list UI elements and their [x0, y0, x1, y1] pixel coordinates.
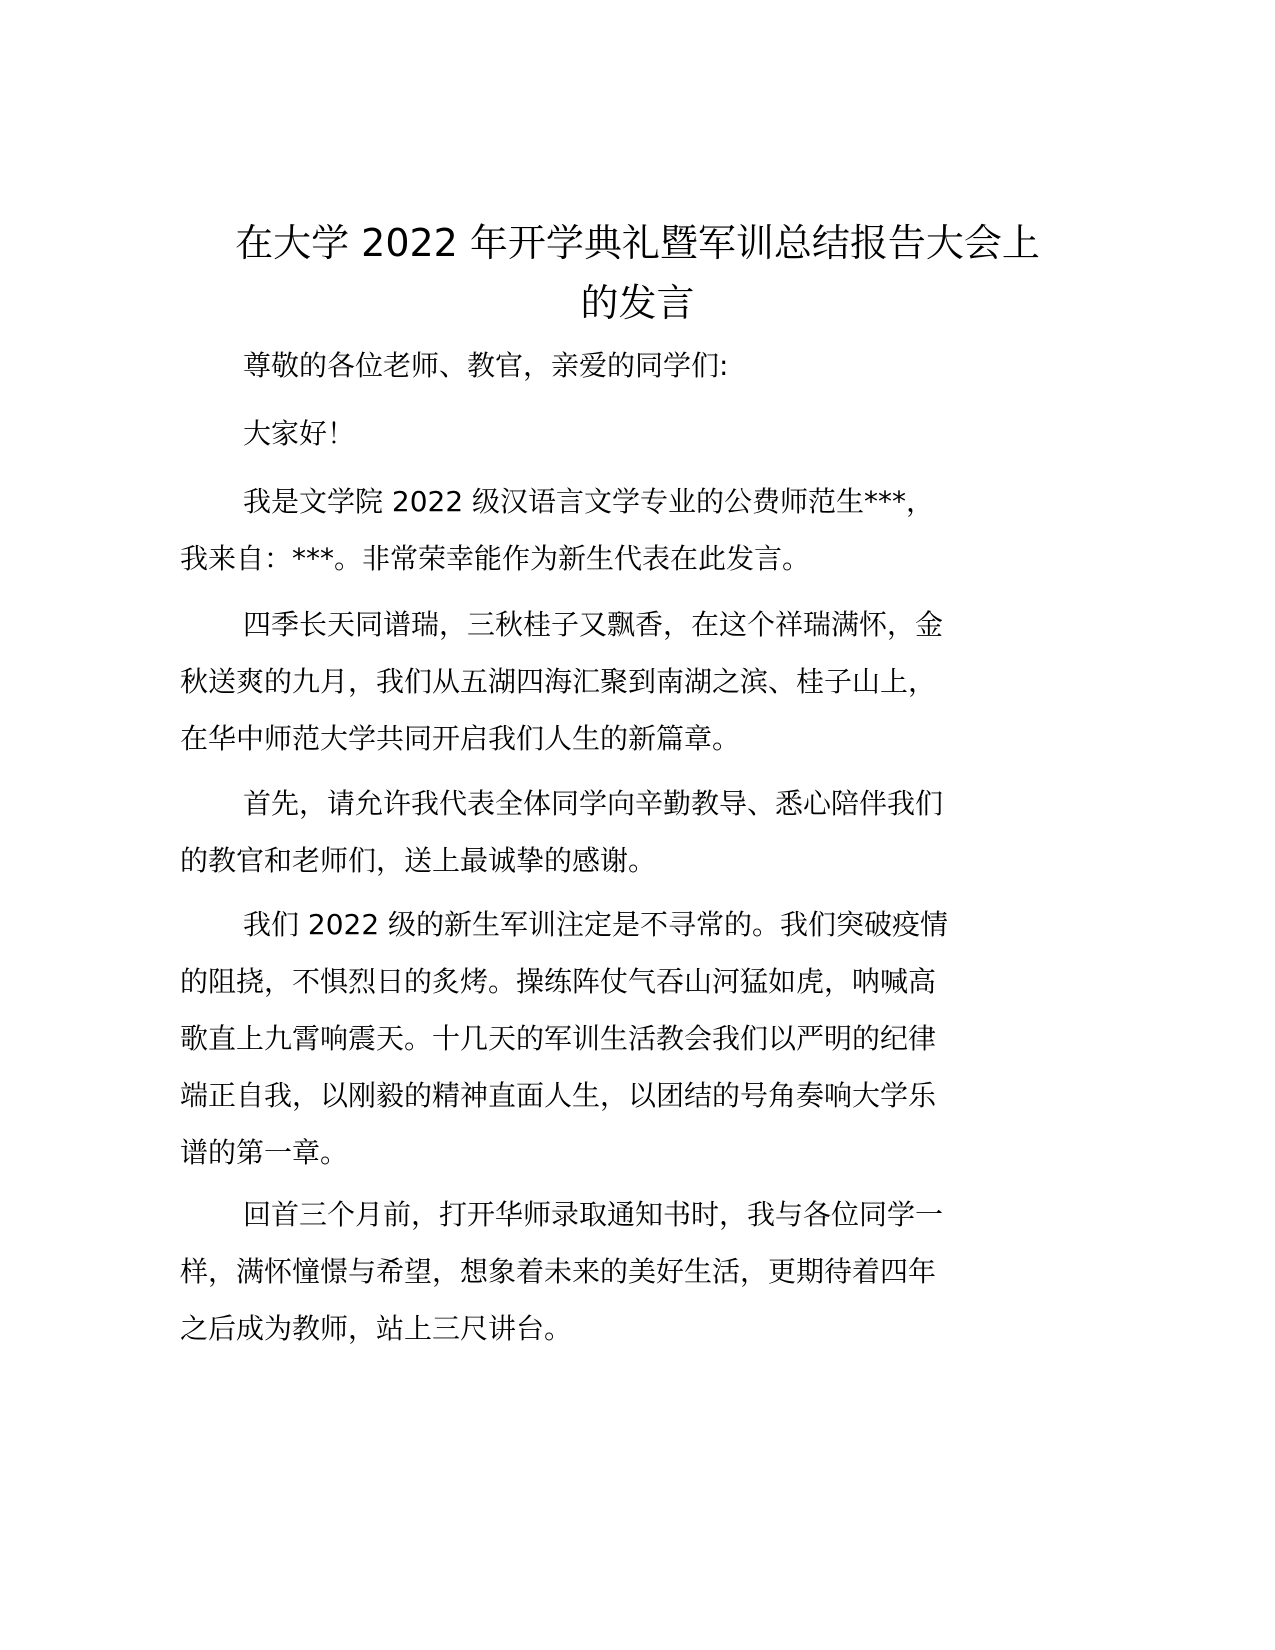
text-line: 谱的第一章。 — [180, 1136, 349, 1169]
paragraph-salutation — [180, 337, 1060, 394]
text-line: 首先，请允许我代表全体同学向辛勤教导、悉心陪伴我们 — [243, 787, 944, 820]
text-line: 样，满怀憧憬与希望，想象着未来的美好生活，更期待着四年 — [180, 1255, 937, 1288]
text-line: 在华中师范大学共同开启我们人生的新篇章。 — [180, 722, 741, 755]
paragraph-introduction — [180, 473, 1060, 587]
text-line: 尊敬的各位老师、教官，亲爱的同学们: — [243, 349, 729, 382]
text-line: 大家好！ — [243, 417, 356, 450]
text-line: 的阻挠，不惧烈日的炙烤。操练阵仗气吞山河猛如虎，呐喊高 — [180, 965, 937, 998]
text-line: 端正自我，以刚毅的精神直面人生，以团结的号角奏响大学乐 — [180, 1079, 937, 1112]
text-line: 的教官和老师们，送上最诚挚的感谢。 — [180, 844, 657, 877]
title-line: 的发言 — [580, 281, 695, 325]
paragraph-thanks — [180, 775, 1060, 889]
text-line: 歌直上九霄响震天。十几天的军训生活教会我们以严明的纪律 — [180, 1022, 937, 1055]
text-line: 秋送爽的九月，我们从五湖四海汇聚到南湖之滨、桂子山上， — [180, 665, 937, 698]
text-line: 之后成为教师，站上三尺讲台。 — [180, 1312, 573, 1345]
paragraph-recollection — [180, 1186, 1060, 1357]
title-line: 在大学 2022 年开学典礼暨军训总结报告大会上 — [235, 221, 1040, 265]
text-line: 我们 2022 级的新生军训注定是不寻常的。我们突破疫情 — [243, 908, 949, 941]
text-line: 回首三个月前，打开华师录取通知书时，我与各位同学一 — [243, 1198, 944, 1231]
text-line: 我是文学院 2022 级汉语言文学专业的公费师范生***， — [243, 485, 935, 518]
text-line: 四季长天同谱瑞，三秋桂子又飘香，在这个祥瑞满怀，金 — [243, 608, 944, 641]
page-title — [150, 213, 1125, 333]
text-line: 我来自：***。非常荣幸能作为新生代表在此发言。 — [180, 542, 811, 575]
paragraph-military-training — [180, 896, 1060, 1181]
paragraph-season — [180, 596, 1060, 767]
paragraph-greeting — [180, 405, 1060, 462]
